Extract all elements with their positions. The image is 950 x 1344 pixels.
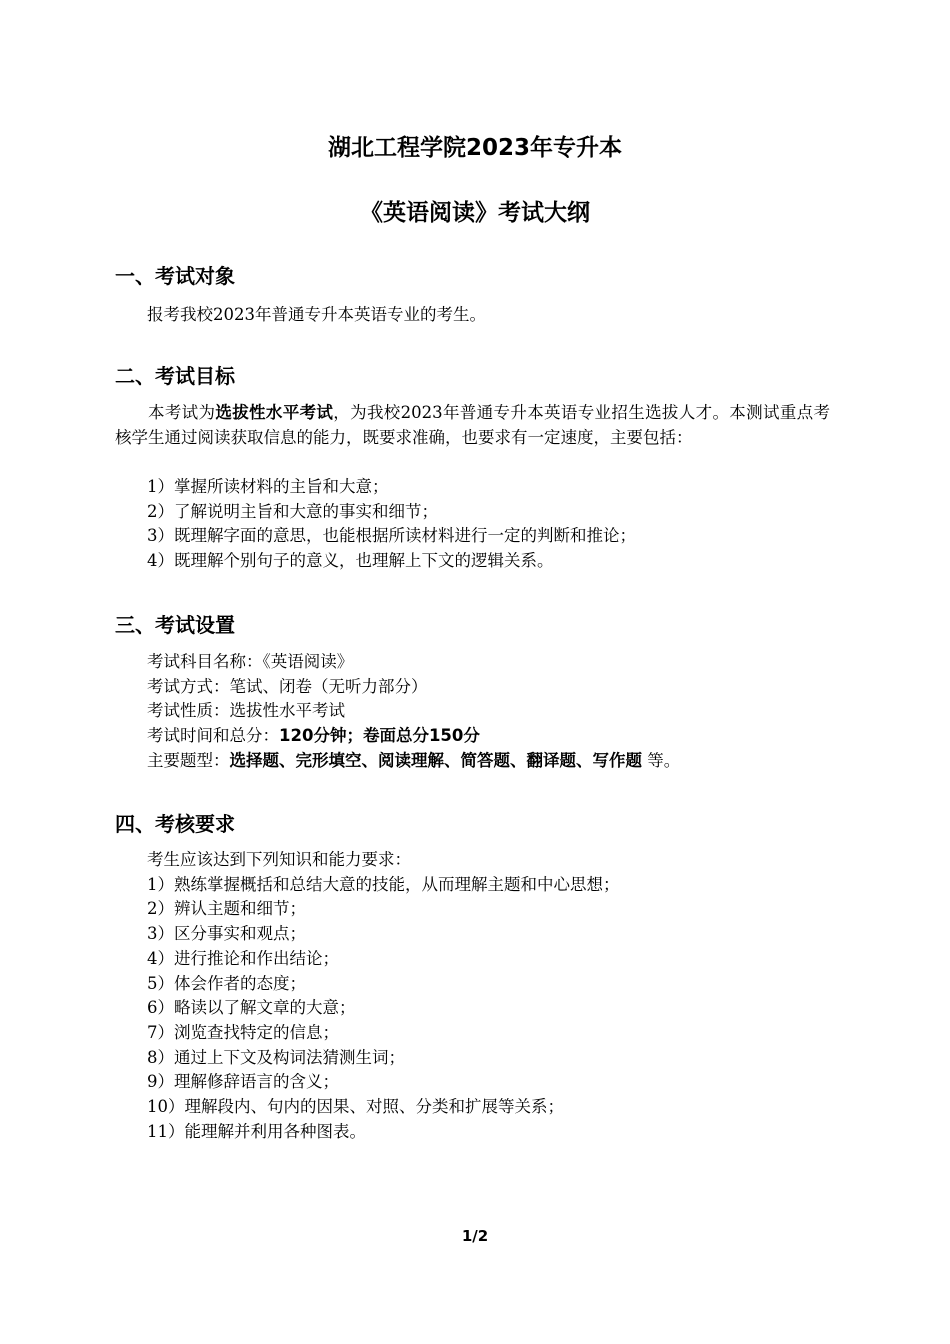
list-item: 8）通过上下文及构词法猜测生词； [147,1047,405,1067]
question-types-value: 选择题、完形填空、阅读理解、简答题、翻译题、写作题 [229,750,642,770]
document-subtitle: 《英语阅读》考试大纲 [360,200,590,226]
list-item: 2）辨认主题和细节； [147,899,306,919]
list-item: 10）理解段内、句内的因果、对照、分类和扩展等关系； [147,1097,564,1117]
list-item: 1）掌握所读材料的主旨和大意； [147,477,389,496]
exam-time-label: 考试时间和总分： [147,726,279,746]
question-types-suffix: 等。 [642,750,681,770]
list-item: 7）浏览查找特定的信息； [147,1022,339,1042]
exam-goal-para-bold: 选拔性水平考试 [215,403,334,422]
list-item: 1）熟练掌握概括和总结大意的技能，从而理解主题和中心思想； [147,874,620,894]
section-heading-exam-setup: 三、考试设置 [115,613,235,637]
question-types-label: 主要题型： [147,750,230,770]
list-item: 3）区分事实和观点； [147,924,306,944]
exam-goal-paragraph [115,400,830,450]
exam-nature: 考试性质：选拔性水平考试 [147,701,345,721]
section-heading-assessment-requirements: 四、考核要求 [115,812,235,836]
list-item: 4）既理解个别句子的意义，也理解上下文的逻辑关系。 [147,551,554,571]
exam-goal-para-post: ，为我校2023年普通专升本英语专业招生选拔人才。本测试重点考核学生通过阅读获取信息的能力，既要求准确，也要求有一定速度，主要包括： [115,403,831,447]
exam-time-value: 120分钟；卷面总分150分 [279,726,480,746]
exam-target-text: 报考我校2023年普通专升本英语专业的考生。 [147,305,486,324]
page-number: 1/2 [461,1227,489,1245]
exam-goal-para-pre: 本考试为 [148,403,216,422]
document-title: 湖北工程学院2023年专升本 [327,135,622,161]
list-item: 2）了解说明主旨和大意的事实和细节； [147,501,438,521]
exam-subject: 考试科目名称：《英语阅读》 [147,652,354,671]
list-item: 4）进行推论和作出结论； [147,948,339,968]
exam-goal-list [147,475,636,574]
list-item: 9）理解修辞语言的含义； [147,1072,339,1092]
list-item: 3）既理解字面的意思，也能根据所读材料进行一定的判断和推论； [147,526,636,546]
requirements-intro: 考生应该达到下列知识和能力要求： [147,850,411,869]
list-item: 11）能理解并利用各种图表。 [147,1121,366,1141]
exam-question-types [147,749,680,774]
list-item: 6）略读以了解文章的大意； [147,998,356,1018]
assessment-requirements-list [147,848,620,1144]
exam-time-score [147,724,680,749]
section-heading-exam-target: 一、考试对象 [115,264,235,288]
exam-setup-list [147,650,680,774]
list-item: 5）体会作者的态度； [147,973,306,993]
section-heading-exam-goal: 二、考试目标 [115,364,235,388]
exam-method: 考试方式：笔试、闭卷（无听力部分） [147,676,428,696]
